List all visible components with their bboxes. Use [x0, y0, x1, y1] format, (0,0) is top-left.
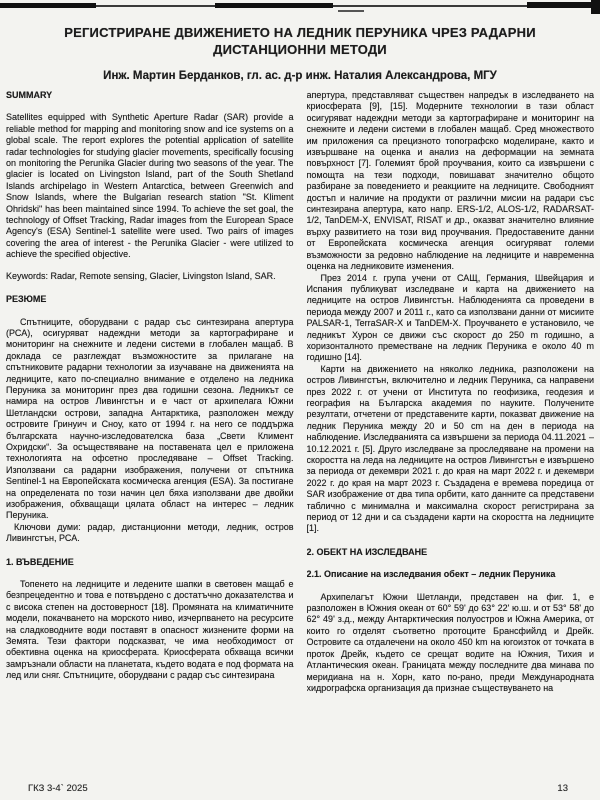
introduction-paragraph: Топенето на ледниците и ледените шапки в световен мащаб е безпрецедентно и това е потвърдено с достатъчно доказателства и с висока степен на достоверност [18]. Промяната на климатичните модели, покачването на морското ниво, изчерпването на ресурсите на сладководните води поставят в опасност жизнените форми на Земята. Тези фактори подсказват, че има необходимост от обективна оценка на криосферата. Криосферата обхваща всички замръзнали области на планетата, където водата е под формата на лед или сняг. Спътниците, оборудвани с радар със синтезирана — [6, 579, 294, 681]
resume-keywords-line: Ключови думи: радар, дистанционни методи, ледник, остров Ливингстън, РСА. — [6, 521, 294, 544]
section-2-heading: 2. ОБЕКТ НА ИЗСЛЕДВАНЕ — [306, 546, 428, 557]
paper-title: РЕГИСТРИРАНЕ ДВИЖЕНИЕТО НА ЛЕДНИК ПЕРУНИКА ЧРЕЗ РАДАРНИ ДИСТАНЦИОННИ МЕТОДИ — [64, 25, 536, 57]
scan-edge-artifact — [527, 2, 600, 8]
keywords-line: Keywords: Radar, Remote sensing, Glacier, Livingston Island, SAR. — [6, 270, 276, 281]
scan-edge-artifact — [215, 3, 333, 8]
resume-paragraph: Спътниците, оборудвани с радар със синтезирана апертура (РСА), осигуряват надеждни методи за картографиране и мониторинг на снежните и ледени системи в глобален мащаб. В доклада се разглеждат възможностите за прилагане на спътниковите радарни технологии за изучаване на движенията на ледниците, като по-специално внимание е отделено на ледника Перуника за мониторинг през два годишни сезона. Ледникът се намира на остров Ливингстън и е част от архипелага Южни Шетландски острови, западна Антарктика, разположен между островите Гринуич и Сноу, като от 1994 г. на него се поддържа българската научно-изследователска база „Свети Климент Охридски“. За осъществяване на поставената цел е приложена технологията на офсетно проследяване – Offset Tracking. Използвани са радарни изображения, получени от спътника Sentinel-1 на Европейската космическа агенция (ESA). За постигане на определената по този начин цел бяха използвани две двойки изображения, обхващащи цялата област на интерес – ледник Перуника. — [6, 316, 294, 521]
journal-issue-label: ГКЗ 3-4` 2025 — [28, 783, 88, 794]
scan-edge-artifact — [0, 3, 96, 8]
scan-edge-artifact — [338, 10, 364, 12]
page-footer — [0, 778, 600, 794]
introduction-heading: 1. ВЪВЕДЕНИЕ — [6, 556, 74, 567]
resume-heading: РЕЗЮМЕ — [6, 294, 47, 305]
section-2-1-paragraph: Архипелагът Южни Шетланди, представен на фиг. 1, е разположен в Южния океан от 60° 59' до 63° 22' ю.ш. и от 53° 58' до 62° 49' з.д., между Антарктическия полуостров и Южна Америка, от които го отделят съответно протоците Брансфийлд и Дрейк. Островите са отдалечени на около 450 km на югоизток от точката в проток Дрейк, където се срещат водите на Южния, Тихия и Атлантическия океан. Границата между последните два минава по меридиана на н. Хорн, като по-рано, преди Международната хидрографска организация да признае съществуването на — [306, 591, 594, 693]
summary-paragraph: Satellites equipped with Synthetic Aperture Radar (SAR) provide a reliable method for mapping and monitoring snow and ice systems on a global scale. The report explores the potential application of satellite radar technologies for studying glacier movements, specifically focusing on monitoring the Perunika Glacier during two seasons of the year. The glacier is located on Livingston Island, part of the South Shetland Islands archipelago in Western Antarctica, between Greenwich and Snow Islands, where the Bulgarian research station "St. Kliment Ohridski" has been maintained since 1994. To achieve the set goal, the technology of Offset Tracking, Radar images from the European Space Agency's (ESA) Sentinel-1 satellite were used. Two pairs of images covering the area of interest - the Perunika Glacier - were utilized to achieve the specified objective. — [6, 112, 294, 260]
body-paragraph: Карти на движението на няколко ледника, разположени на остров Ливингстън, включително и ледник Перуника, са направени през 2022 г. от учени от Института по геофизика, геодезия и география на Българска академия по науките. Получените резултати, отчетени от представените карти, показват движение на ледник Перуника между 20 и 50 cm на ден в периода на наблюдение. Изследванията са извършени за периода 04.11.2021 – 10.12.2021 г. [5]. Друго изследване за проследяване на промени на скоростта на леда на ледниците на остров Ливингстън е извършено за периода от декември 2021 г. до края на март 2022 г. и декември 2022 г. до края на март 2023 г. Създадена е времева поредица от SAR изображение от два типа орбити, като данните са представени таблично с минимална и максимална скорост регистрирана за период от 12 дни и са създадени карти на скоростта на ледниците [1]. — [306, 363, 594, 534]
summary-heading: SUMMARY — [6, 90, 53, 100]
scan-corner-artifact — [591, 0, 600, 14]
page-number: 13 — [557, 783, 568, 794]
right-column — [307, 90, 595, 770]
body-paragraph: През 2014 г. група учени от САЩ, Германия, Швейцария и Испания публикуват изследване и карта на движението на ледниците на остров Ливингстън. Наблюденията са проведени в периода между 2007 и 2011 г., като са използвани данни от мисиите PALSAR-1, TerraSAR-X и TanDEM-X. Проучването е установило, че ледникът Хурон се движи със скорост до 250 m годишно, а хоризонталното преместване на ледник Перуника е около 40 m годишно [14]. — [306, 272, 594, 363]
left-column — [6, 90, 294, 770]
paper-authors: Инж. Мартин Берданков, гл. ас. д-р инж. Наталия Александрова, МГУ — [103, 70, 497, 82]
section-2-1-heading: 2.1. Описание на изследвания обект – ледник Перуника — [306, 569, 556, 580]
continuation-paragraph: апертура, представляват съществен напредък в изследването на криосферата [9], [15]. Модерните технологии в тази област осигуряват надеждни методи за картографиране и мониторинг на снежните и ледени системи в глобален мащаб. Сред множеството им приложения са прецизното топографско моделиране, както и извършване на оценка и анализ на деформации на земната повърхност [7]. Големият брой проучвания, които са извършени с помощта на тези подходи, повишават значително общото разбиране за поведението и реакциите на ледниците. Свободният достъп и наличие на продукти от различни мисии на радари със синтезирана апертура, като напр. ERS-1/2, ALOS-1/2, RADARSAT-1/2, TanDEM-X, ENVISAT, RISAT и др., оказват значително влияние върху развитието на този вид проучвания. Предоставените данни от Европейската космическа агенция осигуряват големи възможности за редовно наблюдение на ледниците и навременна оценка на ледниковите изменения. — [306, 90, 594, 272]
two-column-body — [6, 90, 594, 770]
